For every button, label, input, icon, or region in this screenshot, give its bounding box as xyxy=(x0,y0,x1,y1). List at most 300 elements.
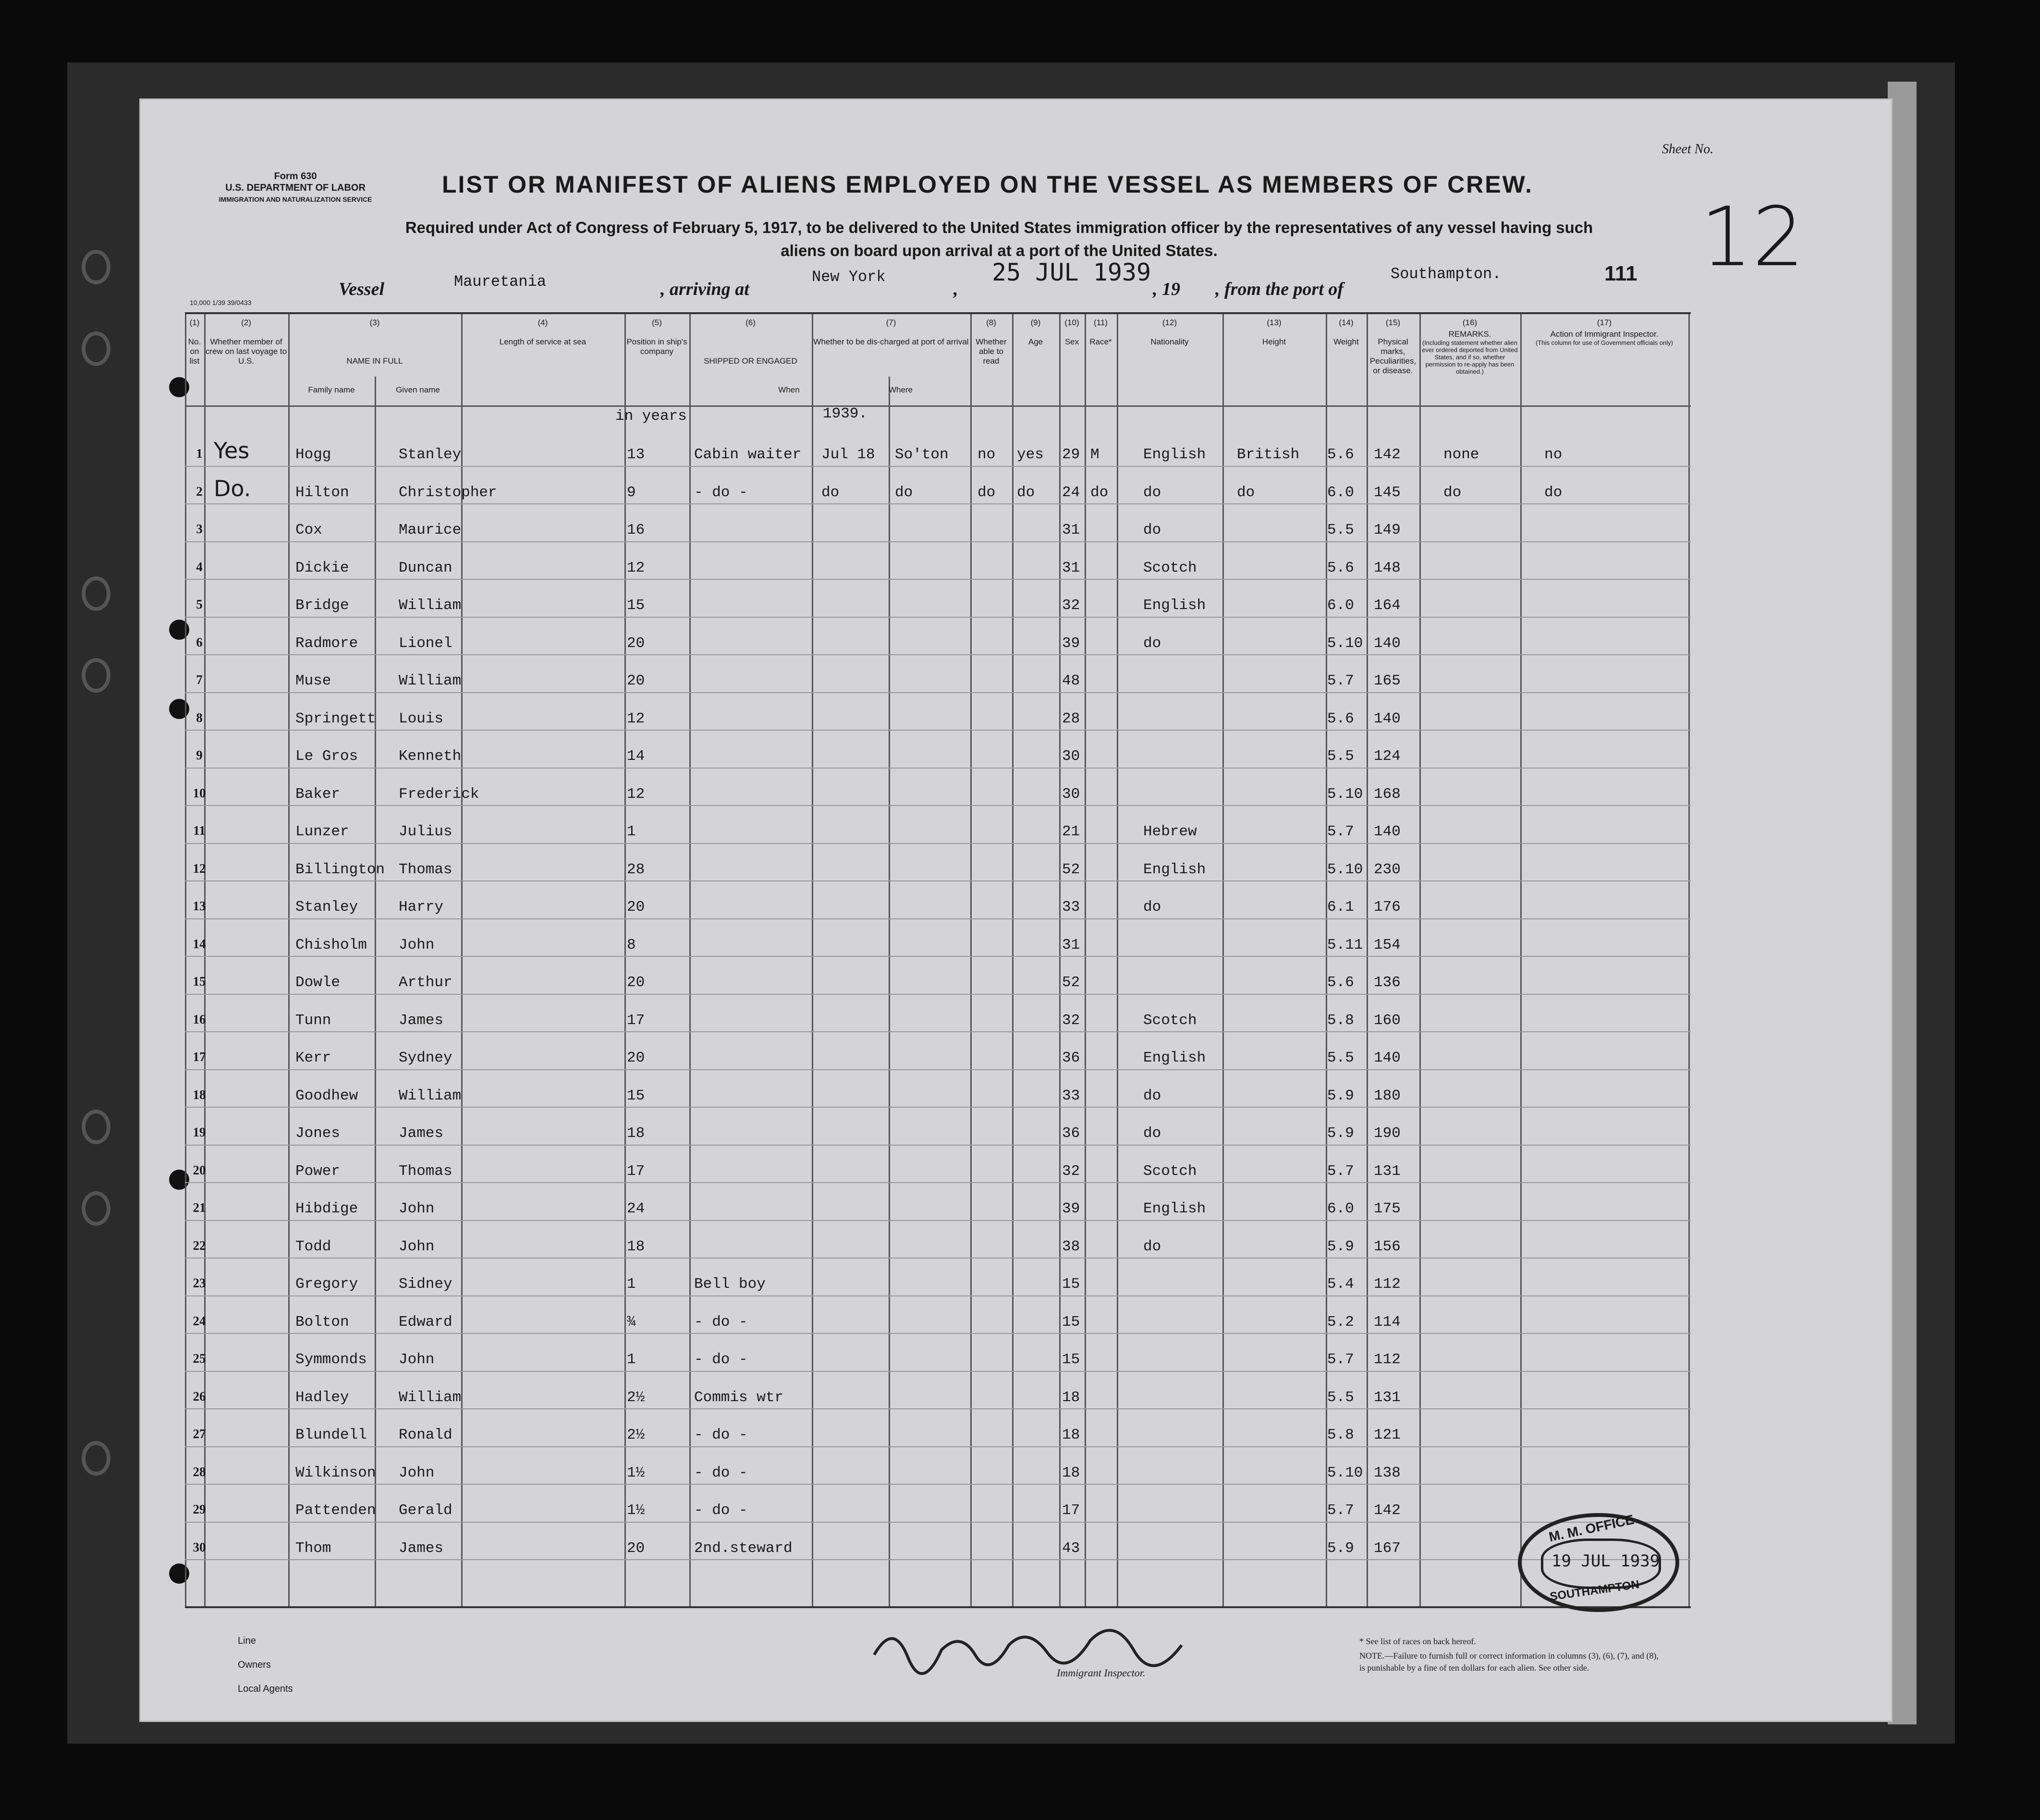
column-rule xyxy=(1059,314,1061,1606)
family-name: Hibdige xyxy=(295,1200,358,1217)
column-subheader: Where xyxy=(889,385,913,394)
column-label: REMARKS. xyxy=(1448,330,1491,339)
race: English xyxy=(1143,1050,1206,1066)
column-number: (16) xyxy=(1462,318,1478,327)
column-header xyxy=(812,318,970,347)
age: 38 xyxy=(1062,1238,1080,1255)
row-rule xyxy=(185,1145,1691,1146)
name-split-rule xyxy=(375,377,376,1606)
column-header xyxy=(204,318,288,366)
race: Scotch xyxy=(1143,1162,1197,1180)
fine-note-1: NOTE.—Failure to furnish full or correct information in columns (3), (6), (7), and (8), xyxy=(1359,1651,1659,1661)
family-name: Hadley xyxy=(295,1389,349,1406)
height: 6.0 xyxy=(1327,484,1354,501)
row-rule xyxy=(185,1220,1691,1221)
shipped-split-rule xyxy=(889,377,890,1606)
weight: 145 xyxy=(1374,484,1401,501)
family-name: Billington xyxy=(295,861,385,878)
age: 43 xyxy=(1062,1539,1080,1557)
row-rule xyxy=(185,1371,1691,1372)
height: 6.0 xyxy=(1327,597,1354,614)
row-number: 21 xyxy=(193,1200,206,1215)
list-number: 111 xyxy=(1604,262,1637,285)
family-name: Dowle xyxy=(295,974,341,991)
weight: 124 xyxy=(1374,748,1401,765)
family-name: Bridge xyxy=(295,597,349,614)
column-label: No. on list xyxy=(188,337,201,366)
column-header xyxy=(624,318,689,356)
race: do xyxy=(1143,1125,1161,1142)
given-name: William xyxy=(399,597,462,614)
given-name: Louis xyxy=(399,710,444,727)
column-header xyxy=(461,318,624,347)
family-name: Wilkinson xyxy=(295,1464,376,1481)
row-rule xyxy=(185,692,1691,693)
column-header xyxy=(185,318,204,366)
height: 5.9 xyxy=(1327,1125,1354,1142)
column-number: (5) xyxy=(652,318,662,327)
race: English xyxy=(1143,597,1206,614)
column-number: (9) xyxy=(1030,318,1041,327)
race: do xyxy=(1143,1087,1161,1104)
given-name: William xyxy=(399,1389,462,1406)
row-rule xyxy=(185,1031,1691,1032)
given-name: William xyxy=(399,672,462,689)
binder-ring xyxy=(82,250,110,284)
weight: 138 xyxy=(1374,1464,1401,1481)
column-header xyxy=(1326,318,1367,347)
age: 32 xyxy=(1062,597,1080,614)
height: 5.7 xyxy=(1327,823,1354,840)
weight: 121 xyxy=(1374,1427,1401,1443)
age: 52 xyxy=(1062,974,1080,991)
row-number: 29 xyxy=(193,1502,206,1516)
age: 17 xyxy=(1062,1502,1080,1519)
service-length: 2½ xyxy=(627,1389,645,1406)
race: do xyxy=(1143,1238,1161,1255)
row-rule xyxy=(185,1333,1691,1334)
service-length: 8 xyxy=(627,936,636,953)
race: Scotch xyxy=(1143,1012,1197,1029)
column-number: (11) xyxy=(1094,318,1108,327)
binder-ring xyxy=(82,331,110,366)
row-rule xyxy=(185,1069,1691,1070)
row-number: 11 xyxy=(193,823,206,838)
arrival-date-stamp: 25 JUL 1939 xyxy=(992,258,1151,286)
weight: 164 xyxy=(1374,597,1401,614)
service-length: 20 xyxy=(627,1050,645,1066)
page-subtitle xyxy=(331,216,1667,262)
race: English xyxy=(1143,1200,1206,1217)
row-rule xyxy=(185,466,1691,467)
binder-ring xyxy=(82,576,110,611)
service-length: 1½ xyxy=(627,1502,645,1519)
weight: 131 xyxy=(1374,1162,1401,1180)
row-number: 4 xyxy=(196,559,203,574)
row-rule xyxy=(185,768,1691,769)
family-name: Symmonds xyxy=(295,1351,367,1368)
print-code: 10,000 1/39 39/0433 xyxy=(190,299,252,306)
age: 29 xyxy=(1062,446,1080,463)
inspector-label: Immigrant Inspector. xyxy=(1057,1667,1146,1679)
given-name: Maurice xyxy=(399,522,462,538)
height: 5.4 xyxy=(1327,1276,1354,1293)
age: 36 xyxy=(1062,1050,1080,1066)
column-label: Action of Immigrant Inspector. xyxy=(1550,330,1659,339)
row-number: 22 xyxy=(193,1238,206,1253)
age: 48 xyxy=(1062,672,1080,689)
position: Cabin waiter xyxy=(694,446,802,463)
given-name: Lionel xyxy=(399,635,452,652)
column-header xyxy=(1367,318,1419,376)
given-name: Sidney xyxy=(399,1276,452,1293)
sheet-number-label: Sheet No. xyxy=(1662,142,1714,157)
height: 5.10 xyxy=(1327,635,1363,652)
row-number: 30 xyxy=(193,1539,206,1554)
family-name: Stanley xyxy=(295,899,358,916)
age: 18 xyxy=(1062,1427,1080,1443)
year-label: , 19 xyxy=(1153,279,1180,299)
column-header xyxy=(970,318,1012,366)
service-length: 18 xyxy=(627,1238,645,1255)
column-number: (6) xyxy=(745,318,756,327)
column-rule xyxy=(1367,314,1368,1606)
height: 5.7 xyxy=(1327,1502,1354,1519)
nationality: British xyxy=(1237,446,1300,463)
service-length: 24 xyxy=(627,1200,645,1217)
race: Hebrew xyxy=(1143,823,1197,840)
weight: 176 xyxy=(1374,899,1401,916)
given-name: Arthur xyxy=(399,974,452,991)
given-name: John xyxy=(399,1351,435,1368)
position: - do - xyxy=(694,1502,748,1519)
family-name: Dickie xyxy=(295,559,349,576)
height: 5.5 xyxy=(1327,522,1354,538)
weight: 165 xyxy=(1374,672,1401,689)
weight: 160 xyxy=(1374,1012,1401,1029)
page-title: LIST OR MANIFEST OF ALIENS EMPLOYED ON THE VESSEL AS MEMBERS OF CREW. xyxy=(442,171,1533,198)
race: do xyxy=(1143,484,1161,501)
shipped-where: So'ton xyxy=(895,446,949,463)
family-name: Tunn xyxy=(295,1012,331,1029)
weight: 112 xyxy=(1374,1351,1401,1368)
column-label: Age xyxy=(1028,337,1043,346)
row-number: 1 xyxy=(196,446,203,461)
column-label: Height xyxy=(1262,337,1286,346)
service-length: 9 xyxy=(627,484,636,501)
owners-label: Owners xyxy=(238,1660,271,1670)
age: 31 xyxy=(1062,559,1080,576)
given-name: John xyxy=(399,1238,435,1255)
height: 5.10 xyxy=(1327,861,1363,878)
family-name: Thom xyxy=(295,1539,331,1557)
column-label: Physical marks, Peculiarities, or disease. xyxy=(1369,337,1417,375)
column-rule xyxy=(1419,314,1421,1606)
service-length: 17 xyxy=(627,1012,645,1029)
physical-marks: do xyxy=(1443,484,1462,501)
local-agents-label: Local Agents xyxy=(238,1684,293,1694)
weight: 149 xyxy=(1374,522,1401,538)
position: - do - xyxy=(694,1464,748,1481)
weight: 156 xyxy=(1374,1238,1401,1255)
service-length: 1 xyxy=(627,1276,636,1293)
service-length: 28 xyxy=(627,861,645,878)
weight: 136 xyxy=(1374,974,1401,991)
given-name: James xyxy=(399,1012,444,1029)
row-number: 24 xyxy=(193,1313,206,1328)
column-header xyxy=(1419,318,1520,375)
age: 52 xyxy=(1062,861,1080,878)
form-number: Form 630 xyxy=(274,171,317,182)
height: 5.6 xyxy=(1327,710,1354,727)
family-name: Le Gros xyxy=(295,748,358,765)
service-name: IMMIGRATION AND NATURALIZATION SERVICE xyxy=(219,195,372,203)
age: 15 xyxy=(1062,1276,1080,1293)
department: U.S. DEPARTMENT OF LABOR xyxy=(225,183,366,193)
age: 18 xyxy=(1062,1389,1080,1406)
row-number: 7 xyxy=(196,672,203,687)
given-name: Stanley xyxy=(399,446,462,463)
column-subheader: When xyxy=(778,385,800,394)
column-header xyxy=(1117,318,1222,347)
height: 5.9 xyxy=(1327,1539,1354,1557)
weight: 142 xyxy=(1374,446,1401,463)
family-name: Cox xyxy=(295,522,322,538)
service-length: 1 xyxy=(627,1351,636,1368)
service-length: 15 xyxy=(627,1087,645,1104)
height: 5.5 xyxy=(1327,1389,1354,1406)
service-length: 13 xyxy=(627,446,645,463)
age: 28 xyxy=(1062,710,1080,727)
position: - do - xyxy=(694,1351,748,1368)
column-rule xyxy=(1520,314,1522,1606)
weight: 230 xyxy=(1374,861,1401,878)
crew-member-flag: Yes xyxy=(214,438,250,464)
column-subheader: Given name xyxy=(396,385,440,394)
column-sublabel: (This column for use of Government officials only) xyxy=(1536,339,1673,346)
column-label: Length of service at sea xyxy=(499,337,586,346)
remarks: no xyxy=(1544,446,1563,463)
age: 39 xyxy=(1062,1200,1080,1217)
column-header xyxy=(1520,318,1688,346)
row-number: 15 xyxy=(193,974,206,989)
row-number: 28 xyxy=(193,1464,206,1479)
stamp-date: 19 JUL 1939 xyxy=(1551,1551,1660,1571)
given-name: John xyxy=(399,1200,435,1217)
family-name: Springett xyxy=(295,710,376,727)
row-rule xyxy=(185,994,1691,995)
column-rule xyxy=(689,314,691,1606)
row-rule xyxy=(185,654,1691,655)
race: Scotch xyxy=(1143,559,1197,576)
height: 5.8 xyxy=(1327,1427,1354,1443)
column-number: (4) xyxy=(537,318,548,327)
form-header xyxy=(216,171,375,205)
family-name: Power xyxy=(295,1162,341,1180)
column-number: (15) xyxy=(1385,318,1401,327)
height: 5.5 xyxy=(1327,1050,1354,1066)
physical-marks: none xyxy=(1443,446,1479,463)
column-rule xyxy=(1326,314,1327,1606)
column-number: (7) xyxy=(886,318,896,327)
column-label: Whether to be dis-charged at port of arrival xyxy=(813,337,969,346)
weight: 167 xyxy=(1374,1539,1401,1557)
service-length: 1½ xyxy=(627,1464,645,1481)
row-number: 12 xyxy=(193,861,206,876)
column-rule xyxy=(288,314,290,1606)
row-number: 6 xyxy=(196,635,203,649)
age: 33 xyxy=(1062,1087,1080,1104)
age: 21 xyxy=(1062,823,1080,840)
row-rule xyxy=(185,579,1691,580)
height: 5.8 xyxy=(1327,1012,1354,1029)
height: 5.7 xyxy=(1327,672,1354,689)
family-name: Jones xyxy=(295,1125,341,1142)
weight: 114 xyxy=(1374,1313,1401,1331)
row-rule xyxy=(185,617,1691,618)
races-note: * See list of races on back hereof. xyxy=(1359,1637,1476,1646)
family-name: Muse xyxy=(295,672,331,689)
weight: 190 xyxy=(1374,1125,1401,1142)
age: 31 xyxy=(1062,936,1080,953)
row-rule xyxy=(185,1408,1691,1409)
family-name: Kerr xyxy=(295,1050,331,1066)
race: English xyxy=(1143,861,1206,878)
nationality: do xyxy=(1237,484,1255,501)
age: 32 xyxy=(1062,1162,1080,1180)
to-be-discharged: do xyxy=(977,484,996,501)
fine-note-2: is punishable by a fine of ten dollars for each alien. See other side. xyxy=(1359,1663,1589,1673)
shipped-where: do xyxy=(895,484,913,501)
service-length: 20 xyxy=(627,899,645,916)
column-rule xyxy=(970,314,972,1606)
given-name: James xyxy=(399,1539,444,1557)
from-port-label: , from the port of xyxy=(1215,279,1344,299)
shipped-when: Jul 18 xyxy=(821,446,875,463)
subtitle-line-1: Required under Act of Congress of February 5, 1917, to be delivered to the United States immigration officer by the representatives of any vessel having such xyxy=(405,219,1593,236)
row-rule xyxy=(185,843,1691,844)
remarks: do xyxy=(1544,484,1563,501)
row-number: 8 xyxy=(196,710,203,725)
column-label: Whether able to read xyxy=(976,337,1007,366)
age: 31 xyxy=(1062,522,1080,538)
service-length: 20 xyxy=(627,635,645,652)
family-name: Hilton xyxy=(295,484,349,501)
service-length: 18 xyxy=(627,1125,645,1142)
row-number: 23 xyxy=(193,1276,206,1290)
column-header xyxy=(1012,318,1059,347)
height: 5.5 xyxy=(1327,748,1354,765)
given-name: William xyxy=(399,1087,462,1104)
family-name: Radmore xyxy=(295,635,358,652)
row-rule xyxy=(185,1522,1691,1523)
sex: M xyxy=(1090,446,1099,463)
office-stamp xyxy=(1518,1513,1679,1612)
row-number: 16 xyxy=(193,1012,206,1026)
service-length: 20 xyxy=(627,672,645,689)
given-name: Thomas xyxy=(399,1162,452,1180)
height: 5.6 xyxy=(1327,559,1354,576)
binder-ring xyxy=(82,1441,110,1476)
column-number: (2) xyxy=(241,318,251,327)
given-name: Thomas xyxy=(399,861,452,878)
family-name: Pattenden xyxy=(295,1502,376,1519)
weight: 140 xyxy=(1374,1050,1401,1066)
given-name: Ronald xyxy=(399,1427,452,1443)
column-header xyxy=(288,318,461,366)
given-name: Frederick xyxy=(399,785,479,803)
height: 6.0 xyxy=(1327,1200,1354,1217)
weight: 148 xyxy=(1374,559,1401,576)
given-name: John xyxy=(399,936,435,953)
column-rule xyxy=(1222,314,1224,1606)
given-name: Edward xyxy=(399,1313,452,1331)
handwritten-sheet-number: 12 xyxy=(1700,190,1805,285)
service-length: 20 xyxy=(627,1539,645,1557)
service-length: 12 xyxy=(627,710,645,727)
column-sublabel: (Including statement whether alien ever ordered deported from United States, and if so, whether permission to re-apply has been obtained.) xyxy=(1422,339,1518,375)
row-number: 26 xyxy=(193,1389,206,1404)
weight: 112 xyxy=(1374,1276,1401,1293)
race: do xyxy=(1143,522,1161,538)
to-be-discharged: no xyxy=(977,446,996,463)
service-length: 16 xyxy=(627,522,645,538)
weight: 140 xyxy=(1374,635,1401,652)
given-name: John xyxy=(399,1464,435,1481)
column-number: (14) xyxy=(1339,318,1354,327)
column-number: (12) xyxy=(1162,318,1177,327)
vessel-name: Mauretania xyxy=(454,273,547,291)
given-name: Sydney xyxy=(399,1050,452,1066)
age: 32 xyxy=(1062,1012,1080,1029)
row-rule xyxy=(185,956,1691,957)
age: 24 xyxy=(1062,484,1080,501)
service-length: 15 xyxy=(627,597,645,614)
service-length: 2½ xyxy=(627,1427,645,1443)
column-header xyxy=(1059,318,1085,347)
height: 5.11 xyxy=(1327,936,1363,953)
row-number: 9 xyxy=(196,748,203,762)
able-to-read: yes xyxy=(1017,446,1044,463)
position: - do - xyxy=(694,1313,748,1331)
service-length: 14 xyxy=(627,748,645,765)
family-name: Lunzer xyxy=(295,823,349,840)
weight: 175 xyxy=(1374,1200,1401,1217)
binder-ring xyxy=(82,1191,110,1226)
given-name: Kenneth xyxy=(399,748,462,765)
position: - do - xyxy=(694,484,748,501)
height: 5.7 xyxy=(1327,1162,1354,1180)
row-number: 2 xyxy=(196,484,203,499)
column-rule xyxy=(624,314,626,1606)
column-rule xyxy=(461,314,463,1606)
service-length: 12 xyxy=(627,559,645,576)
height: 5.9 xyxy=(1327,1087,1354,1104)
row-rule xyxy=(185,918,1691,919)
age: 33 xyxy=(1062,899,1080,916)
subtitle-line-2: aliens on board upon arrival at a port of the United States. xyxy=(781,242,1218,259)
weight: 154 xyxy=(1374,936,1401,953)
weight: 140 xyxy=(1374,710,1401,727)
age: 15 xyxy=(1062,1313,1080,1331)
column-rule xyxy=(1085,314,1086,1606)
service-unit: in years xyxy=(615,408,687,425)
column-number: (8) xyxy=(986,318,996,327)
family-name: Chisholm xyxy=(295,936,367,953)
service-length: ¾ xyxy=(627,1313,636,1331)
column-rule xyxy=(1012,314,1014,1606)
row-number: 20 xyxy=(193,1162,206,1177)
